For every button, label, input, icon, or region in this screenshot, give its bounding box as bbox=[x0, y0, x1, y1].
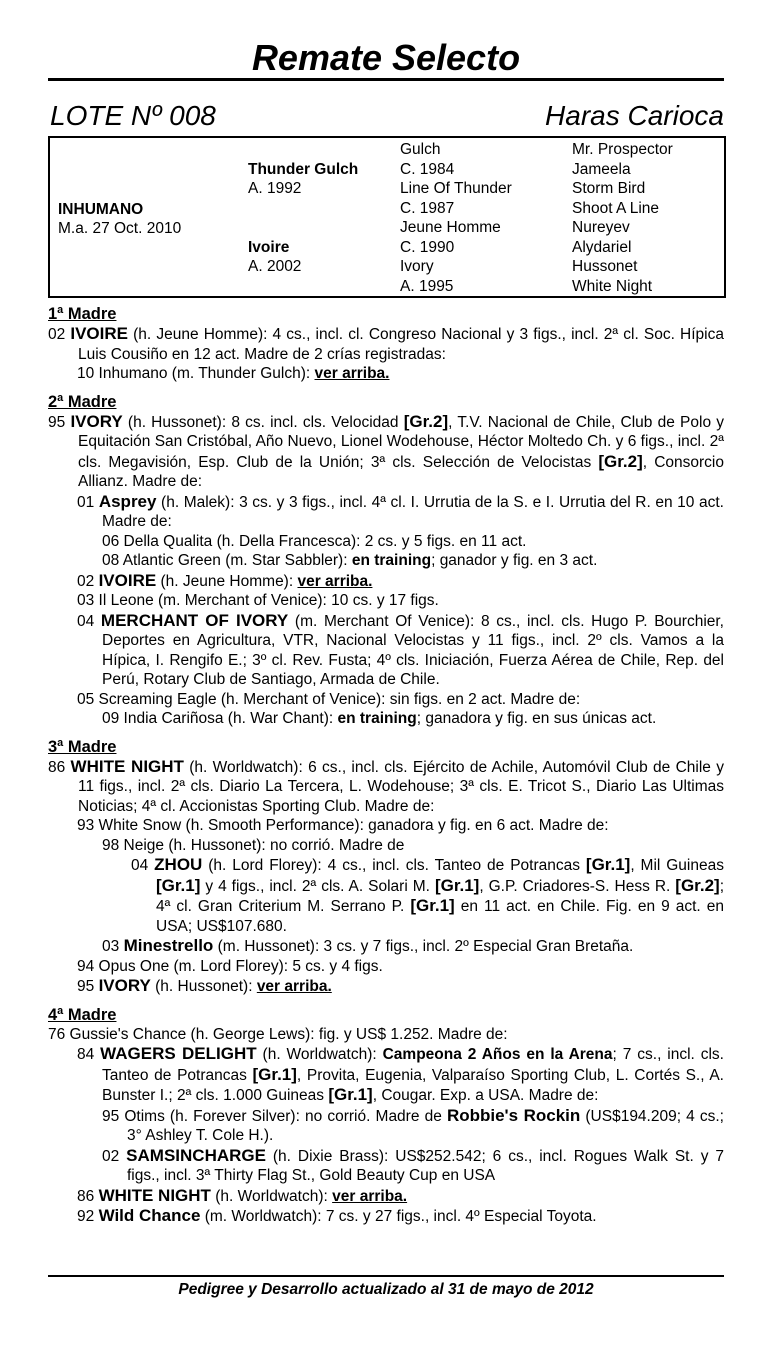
pedigree-table bbox=[48, 136, 726, 298]
produce-entry bbox=[48, 532, 724, 552]
entry-text: (h. Jeune Homme): 4 cs., incl. cl. Congreso Nacional y 3 figs., incl. 2ª cl. Soc. Hípica Luis Cousiño en 12 act. Madre de 2 crías registradas: bbox=[78, 326, 724, 363]
entry-text: 86 bbox=[77, 1187, 99, 1205]
entry-text: (h. Hussonet): bbox=[150, 978, 257, 995]
entry-text: 02 bbox=[102, 1147, 127, 1165]
entry-text: (h. Worldwatch): bbox=[210, 1187, 333, 1205]
entry-text: , Consorcio Allianz. Madre de: bbox=[78, 453, 724, 490]
entry-text: (h. Worldwatch): bbox=[256, 1046, 383, 1063]
see-above-ref: ver arriba. bbox=[297, 572, 373, 590]
horse-name: INHUMANO bbox=[58, 201, 144, 218]
sire-dam-info: C. 1987 bbox=[400, 200, 455, 217]
produce-entry bbox=[48, 412, 724, 492]
sire-info: A. 1992 bbox=[248, 180, 302, 197]
produce-entry bbox=[48, 1186, 724, 1207]
entry-text: (h. Lord Florey): 4 cs., incl. cls. Tanteo de Potrancas bbox=[202, 857, 586, 874]
horse-name: IVOIRE bbox=[70, 324, 128, 343]
breeder-name: Haras Carioca bbox=[545, 100, 724, 131]
produce-entry bbox=[48, 324, 724, 364]
dam-dam-info: A. 1995 bbox=[400, 278, 454, 295]
entry-text: 08 Atlantic Green (m. Star Sabbler): bbox=[102, 552, 352, 569]
horse-name: WHITE NIGHT bbox=[98, 1185, 211, 1205]
footer-note: Pedigree y Desarrollo actualizado al 31 de mayo de 2012 bbox=[178, 1281, 594, 1298]
entry-text: (h. Dixie Brass): US$252.542; 6 cs., incl. Rogues Walk St. y 7 figs., incl. 3ª Thirty Flag St., Gold Beauty Cup en USA bbox=[127, 1147, 724, 1184]
dam-name: Ivoire bbox=[248, 239, 290, 256]
entry-text: 09 India Cariñosa (h. War Chant): bbox=[102, 710, 338, 727]
page-title: Remate Selecto bbox=[251, 37, 521, 78]
entry-text: , Cougar. Exp. a USA. Madre de: bbox=[372, 1087, 599, 1104]
ggp-5: Nureyev bbox=[572, 219, 630, 236]
produce-entry bbox=[48, 1044, 724, 1106]
produce-entry bbox=[48, 571, 724, 592]
ggp-7: Hussonet bbox=[572, 258, 638, 275]
entry-text: 10 Inhumano (m. Thunder Gulch): bbox=[77, 365, 315, 382]
entry-text: , Provita, Eugenia, Valparaíso Sporting Club, L. Cortés S., A. Bunster I.; 2ª cls. 1.000 Guineas bbox=[102, 1066, 724, 1104]
produce-entry bbox=[48, 591, 724, 611]
entry-text: 02 bbox=[77, 572, 99, 590]
section-heading: 3ª Madre bbox=[48, 737, 117, 756]
entry-text: 04 bbox=[131, 857, 155, 874]
entry-text: , T.V. Nacional de Chile, Club de Polo y Equitación San Cristóbal, Año Nuevo, Lionel Wodehouse, Héctor Moltedo Ch. y 6 figs., incl. 2ª cls. Megavisión, Esp. Club de la Unión; 3ª cls. Selección de Velocistas bbox=[78, 413, 724, 471]
horse-name: Asprey bbox=[98, 491, 157, 511]
horse-info: M.a. 27 Oct. 2010 bbox=[58, 220, 182, 237]
entry-text: 05 Screaming Eagle (h. Merchant of Venice): sin figs. en 2 act. Madre de: bbox=[77, 690, 581, 708]
entry-text: 04 bbox=[77, 612, 101, 630]
see-above-ref: ver arriba. bbox=[256, 978, 332, 995]
horse-name: Wild Chance bbox=[98, 1206, 201, 1225]
highlight-text: en training bbox=[351, 552, 432, 569]
grade-badge: [Gr.1] bbox=[252, 1064, 297, 1084]
entry-text: (m. Worldwatch): 7 cs. y 27 figs., incl. 4º Especial Toyota. bbox=[200, 1208, 597, 1225]
ggp-3: Storm Bird bbox=[572, 180, 646, 197]
section-heading: 2ª Madre bbox=[48, 392, 117, 411]
ggp-4: Shoot A Line bbox=[572, 200, 660, 217]
entry-text: 95 bbox=[77, 978, 99, 995]
produce-entry bbox=[48, 709, 724, 729]
grade-badge: [Gr.1] bbox=[328, 1085, 373, 1104]
dam-sire-info: C. 1990 bbox=[400, 239, 455, 256]
entry-text: 02 bbox=[48, 326, 71, 343]
entry-text: ; ganadora y fig. en sus únicas act. bbox=[416, 710, 657, 727]
grade-badge: [Gr.1] bbox=[434, 875, 480, 895]
title-divider bbox=[48, 78, 724, 81]
horse-name: IVOIRE bbox=[98, 570, 157, 590]
entry-text: 03 Il Leone (m. Merchant of Venice): 10 cs. y 17 figs. bbox=[77, 592, 439, 609]
produce-entry bbox=[48, 936, 724, 957]
horse-name: IVORY bbox=[70, 411, 123, 431]
entry-text: (h. Worldwatch): 6 cs., incl. cls. Ejército de Achile, Automóvil Club de Chile y 11 figs., incl. 2ª cls. Diario La Tercera, L. Wodehouse; 3ª cls. E. Tricot S., Diario Las Ultimas Noticias; 4ª cl. Accionistas Sporting Club. Madre de: bbox=[78, 758, 724, 815]
entry-text: 03 bbox=[102, 938, 124, 955]
produce-entry bbox=[48, 551, 724, 571]
produce-entry bbox=[48, 690, 724, 710]
entry-text: 93 White Snow (h. Smooth Performance): ganadora y fig. en 6 act. Madre de: bbox=[77, 817, 609, 834]
entry-text: ; ganador y fig. en 3 act. bbox=[431, 552, 598, 569]
entry-text: 94 Opus One (m. Lord Florey): 5 cs. y 4 figs. bbox=[77, 957, 383, 975]
produce-entry bbox=[48, 957, 724, 977]
entry-text: 98 Neige (h. Hussonet): no corrió. Madre de bbox=[102, 836, 405, 854]
produce-entry bbox=[48, 492, 724, 532]
horse-name: SAMSINCHARGE bbox=[126, 1145, 266, 1165]
entry-text: (h. Hussonet): 8 cs. incl. cls. Velocidad bbox=[122, 413, 404, 431]
grade-badge: [Gr.1] bbox=[410, 896, 455, 915]
horse-name: Minestrello bbox=[123, 936, 214, 955]
entry-text: ; 7 cs., incl. cls. Tanteo de Potrancas bbox=[102, 1046, 724, 1084]
horse-name: ZHOU bbox=[154, 855, 203, 874]
entry-text: (h. Malek): 3 cs. y 3 figs., incl. 4ª cl. I. Urrutia de la S. e I. Urrutia del R. en 10 act. Madre de: bbox=[102, 493, 724, 530]
produce-entry bbox=[48, 757, 724, 817]
grade-badge: [Gr.2] bbox=[403, 411, 449, 431]
entry-text: en 11 act. en Chile. Fig. en 9 act. en USA; US$107.680. bbox=[156, 898, 724, 935]
entry-text: 86 bbox=[48, 758, 71, 776]
entry-text: 06 Della Qualita (h. Della Francesca): 2 cs. y 5 figs. en 11 act. bbox=[102, 532, 527, 550]
produce-entry bbox=[48, 976, 724, 997]
produce-entry bbox=[48, 1106, 724, 1146]
dam-sire-name: Jeune Homme bbox=[400, 219, 501, 236]
produce-entry bbox=[48, 1025, 724, 1045]
sire-sire-name: Gulch bbox=[400, 141, 441, 158]
see-above-ref: ver arriba. bbox=[314, 365, 390, 382]
grade-badge: [Gr.1] bbox=[585, 855, 631, 874]
entry-text: (US$194.209; 4 cs.; 3° Ashley T. Cole H.). bbox=[127, 1107, 724, 1144]
entry-text: (h. Jeune Homme): bbox=[156, 572, 298, 590]
dam-info: A. 2002 bbox=[248, 258, 302, 275]
produce-entry bbox=[48, 1206, 724, 1227]
lot-number: LOTE Nº 008 bbox=[50, 100, 216, 131]
entry-text: 95 Otims (h. Forever Silver): no corrió. Madre de bbox=[102, 1107, 447, 1125]
ggp-6: Alydariel bbox=[572, 239, 632, 256]
ggp-2: Jameela bbox=[572, 161, 631, 178]
grade-badge: [Gr.1] bbox=[156, 875, 201, 895]
produce-entry bbox=[48, 611, 724, 690]
highlight-text: en training bbox=[337, 710, 417, 727]
produce-entry bbox=[48, 855, 724, 936]
entry-text: (m. Merchant Of Venice): 8 cs., incl. cls. Hugo P. Bourchier, Deportes en Agricultura, VTR, Nacional Velocistas y 11 figs., incl. 2º cls. Vamos a la Hípica, I. Rengifo E.; 3º cl. Rev. Fusta; 4º cls. Iniciación, Fuerza Aérea de Chile, Rep. del Perú, Rotary Club de Santiago, Armada de Chile. bbox=[102, 612, 724, 688]
grade-badge: [Gr.2] bbox=[675, 875, 720, 895]
horse-name: IVORY bbox=[98, 976, 151, 995]
horse-name: Robbie's Rockin bbox=[446, 1105, 581, 1125]
entry-text: 95 bbox=[48, 413, 71, 431]
dam-dam-name: Ivory bbox=[400, 258, 434, 275]
horse-name: WHITE NIGHT bbox=[70, 756, 184, 776]
ggp-1: Mr. Prospector bbox=[572, 141, 673, 158]
highlight-text: Campeona 2 Años en la Arena bbox=[382, 1046, 613, 1063]
entry-text: (m. Hussonet): 3 cs. y 7 figs., incl. 2º Especial Gran Bretaña. bbox=[213, 938, 634, 955]
sire-dam-name: Line Of Thunder bbox=[400, 180, 512, 197]
section-heading: 1ª Madre bbox=[48, 305, 117, 323]
section-heading: 4ª Madre bbox=[48, 1005, 117, 1024]
sire-name: Thunder Gulch bbox=[248, 161, 359, 178]
entry-text: 92 bbox=[77, 1208, 99, 1225]
ggp-8: White Night bbox=[572, 278, 653, 295]
produce-entry bbox=[48, 816, 724, 836]
produce-record bbox=[48, 305, 724, 1227]
footer-divider bbox=[48, 1275, 724, 1277]
entry-text: y 4 figs., incl. 2ª cls. A. Solari M. bbox=[200, 877, 435, 895]
entry-text: ; 4ª cl. Gran Criterium M. Serrano P. bbox=[156, 877, 724, 915]
horse-name: WAGERS DELIGHT bbox=[100, 1044, 257, 1063]
entry-text: , Mil Guineas bbox=[630, 857, 724, 874]
see-above-ref: ver arriba. bbox=[332, 1187, 408, 1205]
entry-text: 84 bbox=[77, 1046, 101, 1063]
produce-entry bbox=[48, 364, 724, 384]
horse-name: MERCHANT OF IVORY bbox=[100, 610, 289, 630]
entry-text: , G.P. Criadores-S. Hess R. bbox=[479, 877, 676, 895]
grade-badge: [Gr.2] bbox=[598, 451, 643, 471]
produce-entry bbox=[48, 1146, 724, 1186]
produce-entry bbox=[48, 836, 724, 856]
entry-text: 76 Gussie's Chance (h. George Lews): fig. y US$ 1.252. Madre de: bbox=[48, 1025, 508, 1043]
sire-sire-info: C. 1984 bbox=[400, 161, 455, 178]
entry-text: 01 bbox=[77, 493, 99, 511]
